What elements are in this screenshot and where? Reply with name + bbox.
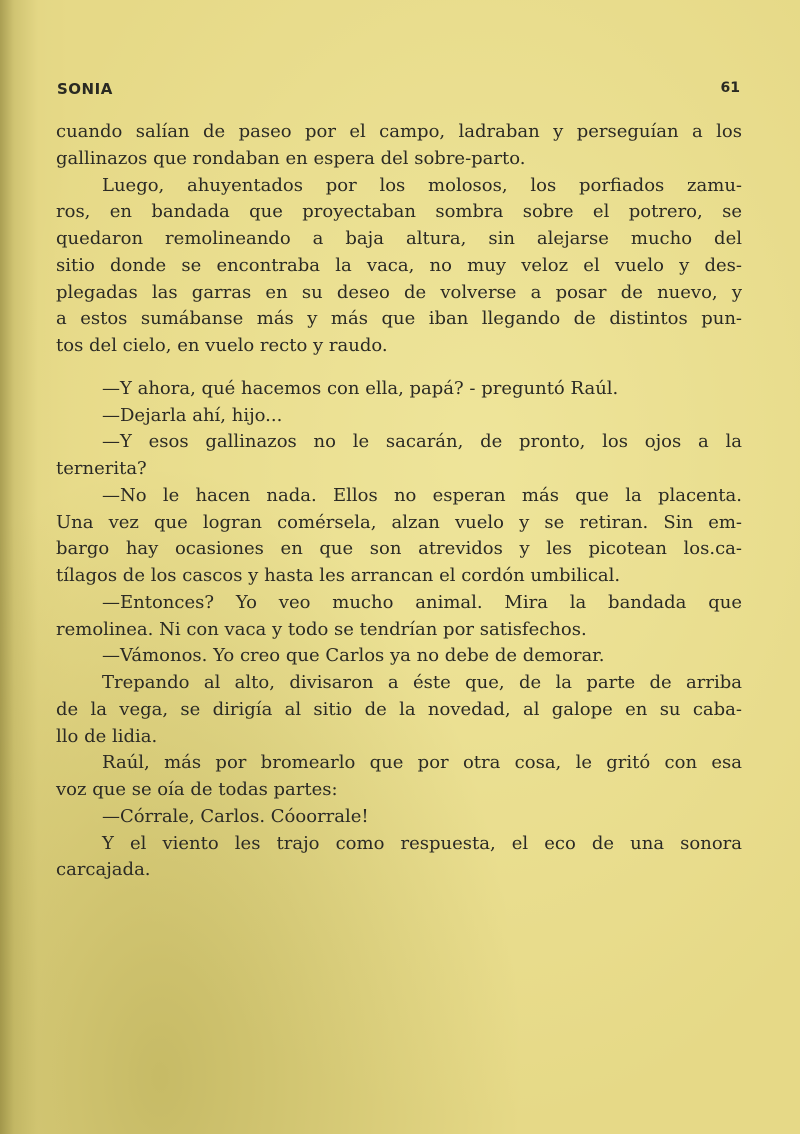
text-line: —Y ahora, qué hacemos con ella, papá? - preguntó Raúl.	[102, 377, 619, 399]
text-line: voz que se oía de todas partes:	[56, 779, 338, 800]
text-line: —Córrale, Carlos. Cóoorrale!	[102, 805, 369, 827]
text-line: —No le hacen nada. Ellos no esperan más que la placenta.	[102, 484, 742, 506]
text-line: gallinazos que rondaban en espera del sobre-parto.	[56, 147, 526, 169]
text-line: bargo hay ocasiones en que son atrevidos y les picotean los.ca-	[56, 538, 742, 560]
text-line: Luego, ahuyentados por los molosos, los porfiados zamu-	[102, 174, 742, 196]
page-header	[57, 80, 740, 102]
text-line: tílagos de los cascos y hasta les arrancan el cordón umbilical.	[56, 565, 621, 586]
running-title: SONIA	[57, 80, 113, 98]
text-line: Una vez que logran comérsela, alzan vuelo y se retiran. Sin em-	[56, 511, 742, 533]
text-line: llo de lidia.	[56, 725, 158, 747]
text-line: de la vega, se dirigía al sitio de la novedad, al galope en su caba-	[56, 698, 742, 720]
page-number: 61	[720, 80, 740, 96]
text-line: a estos sumábanse más y más que iban llegando de distintos pun-	[56, 308, 742, 330]
text-line: ros, en bandada que proyectaban sombra sobre el potrero, se	[56, 201, 742, 223]
text-line: carcajada.	[56, 859, 151, 881]
text-line: ternerita?	[56, 458, 147, 479]
text-line: Trepando al alto, divisaron a éste que, de la parte de arriba	[102, 672, 742, 693]
text-line: —Entonces? Yo veo mucho animal. Mira la bandada que	[102, 591, 742, 613]
text-line: cuando salían de paseo por el campo, ladraban y perseguían a los	[56, 121, 742, 142]
text-line: sitio donde se encontraba la vaca, no muy veloz el vuelo y des-	[56, 254, 742, 276]
text-line: Y el viento les trajo como respuesta, el eco de una sonora	[102, 832, 742, 854]
text-line: tos del cielo, en vuelo recto y raudo.	[56, 335, 388, 356]
text-line: —Y esos gallinazos no le sacarán, de pronto, los ojos a la	[102, 431, 742, 453]
text-line: —Dejarla ahí, hijo...	[102, 404, 283, 426]
body-text	[56, 119, 742, 884]
paragraph-gap	[56, 360, 742, 376]
text-line: —Vámonos. Yo creo que Carlos ya no debe de demorar.	[102, 645, 605, 667]
text-line: remolinea. Ni con vaca y todo se tendrían por satisfechos.	[56, 618, 587, 640]
text-line: Raúl, más por bromearlo que por otra cosa, le gritó con esa	[102, 752, 742, 774]
text-line: quedaron remolineando a baja altura, sin alejarse mucho del	[56, 228, 742, 249]
text-line: plegadas las garras en su deseo de volverse a posar de nuevo, y	[56, 281, 742, 303]
